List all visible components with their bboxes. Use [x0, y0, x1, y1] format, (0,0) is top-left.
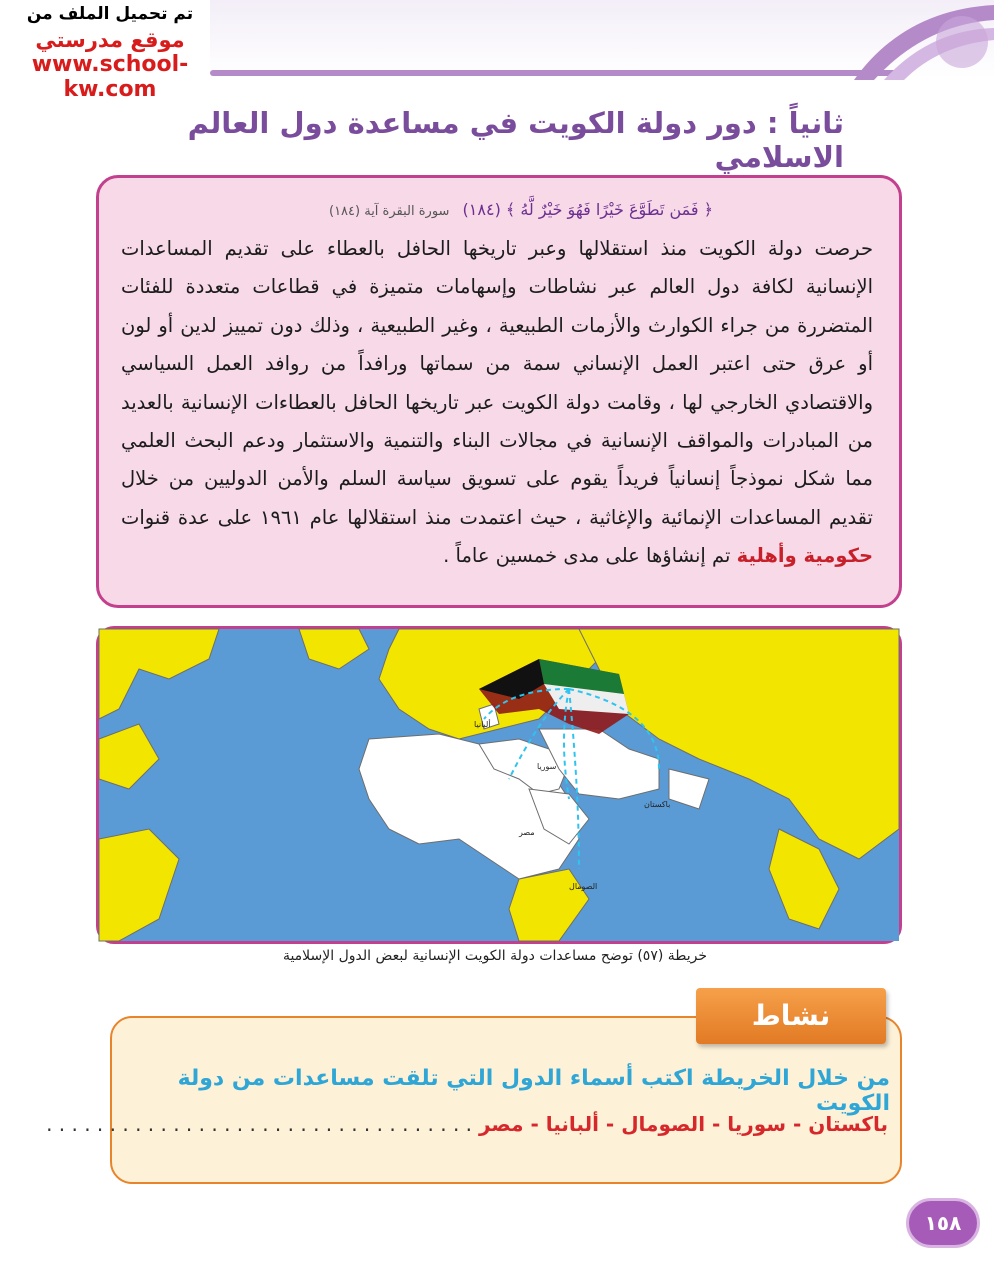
map-label-pakistan: باكستان — [644, 800, 671, 809]
map-label-somalia: الصومال — [569, 882, 598, 891]
map-svg — [99, 629, 899, 941]
map-label-egypt: مصر — [519, 828, 535, 837]
source-watermark — [0, 0, 220, 100]
source-line-1: تم تحميل الملف من — [26, 4, 194, 24]
map-caption: خريطة (٥٧) توضح مساعدات دولة الكويت الإنسانية لبعض الدول الإسلامية — [282, 948, 708, 964]
activity-answer-line[interactable] — [46, 1112, 888, 1136]
map-label-albania: ألبانيا — [474, 720, 491, 729]
page-title: ثانياً : دور دولة الكويت في مساعدة دول العالم الاسلامي — [187, 106, 844, 174]
activity-answer: باكستان - سوريا - الصومال - ألبانيا - مصر — [478, 1112, 888, 1136]
answer-dots: . . . . . . . . . . . . . . . . . . . . . . . . . . . . . . . . . . — [46, 1112, 473, 1136]
verse-reference: سورة البقرة آية (١٨٤) — [328, 204, 450, 219]
verse-text: ﴿ فَمَن تَطَوَّعَ خَيْرًا فَهُوَ خَيْرٌ لَّهُ ﴾ (١٨٤) — [462, 200, 713, 219]
activity-tab: نشاط — [696, 988, 886, 1044]
activity-question: من خلال الخريطة اكتب أسماء الدول التي تلقت مساعدات من دولة الكويت — [177, 1066, 890, 1116]
source-url[interactable]: www.school-kw.com — [31, 52, 189, 102]
globe-swoosh-decoration — [844, 0, 994, 80]
text-box — [96, 175, 902, 608]
page-number: ١٥٨ — [906, 1198, 980, 1248]
map-label-syria: سوريا — [537, 762, 557, 771]
source-line-2: موقع مدرستي — [35, 28, 185, 52]
body-text-end: تم إنشاؤها على مدى خمسين عاماً . — [443, 544, 731, 568]
world-map — [96, 626, 902, 944]
body-highlight: حكومية وأهلية — [736, 544, 873, 568]
quran-verse — [121, 200, 713, 230]
body-paragraph — [121, 230, 873, 576]
body-text-main: حرصت دولة الكويت منذ استقلالها وعبر تاريخها الحافل بالعطاء على تقديم المساعدات الإنسانية لكافة دول العالم عبر نشاطات وإسهامات متميزة في قطاعات متعددة للفئات المتضررة من جراء الكوارث والأزمات الطبيعية ، وغير الطبيعية ، وذلك دون تمييز لدين أو لون أو عرق حتى اعتبر العمل الإنساني سمة من سماتها ورافداً من روافد العمل السياسي والاقتصادي الخارجي لها ، وقامت دولة الكويت عبر تاريخها الحافل بالعطاءات الإنسانية بالعديد من المبادرات والمواقف الإنسانية في مجالات البناء والتنمية والاستثمار ودعم البحث العلمي مما شكل نموذجاً إنسانياً فريداً يقوم على تسويق سياسة السلم والأمن الدوليين من خلال تقديم المساعدات الإنمائية والإغاثية ، حيث اعتمدت منذ استقلالها عام ١٩٦١ على عدة قنوات — [121, 237, 873, 529]
header-rule — [210, 70, 910, 76]
